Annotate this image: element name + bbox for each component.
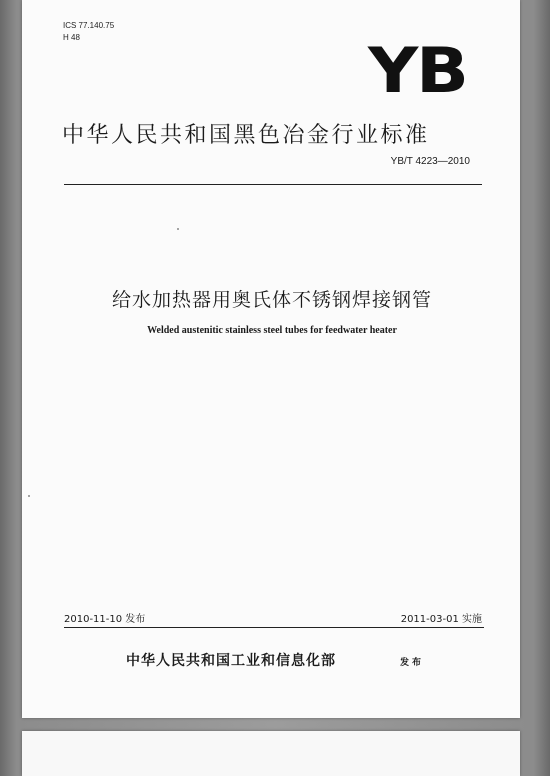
standard-code: YB/T 4223—2010: [390, 156, 470, 167]
classification-code: H 48: [63, 33, 80, 42]
scan-speck: [28, 495, 30, 497]
document-title-chinese: 给水加热器用奥氏体不锈钢焊接钢管: [111, 289, 432, 311]
ics-code: ICS 77.140.75: [63, 21, 115, 30]
bottom-divider: [64, 627, 484, 628]
yb-logo: YB: [368, 34, 467, 107]
issue-date: 2010-11-10 发布: [64, 614, 146, 625]
standard-category-title: 中华人民共和国黑色冶金行业标准: [62, 123, 430, 148]
top-divider: [64, 184, 482, 185]
document-page: [22, 0, 520, 718]
scan-speck: [177, 228, 179, 230]
classification-block: [63, 20, 114, 44]
issuing-authority: 中华人民共和国工业和信息化部: [126, 653, 336, 669]
next-page-edge: [22, 731, 520, 776]
document-title-english: Welded austenitic stainless steel tubes for feedwater heater: [147, 325, 397, 336]
implementation-date: 2011-03-01 实施: [400, 614, 482, 625]
issuing-authority-suffix: 发布: [400, 658, 425, 668]
